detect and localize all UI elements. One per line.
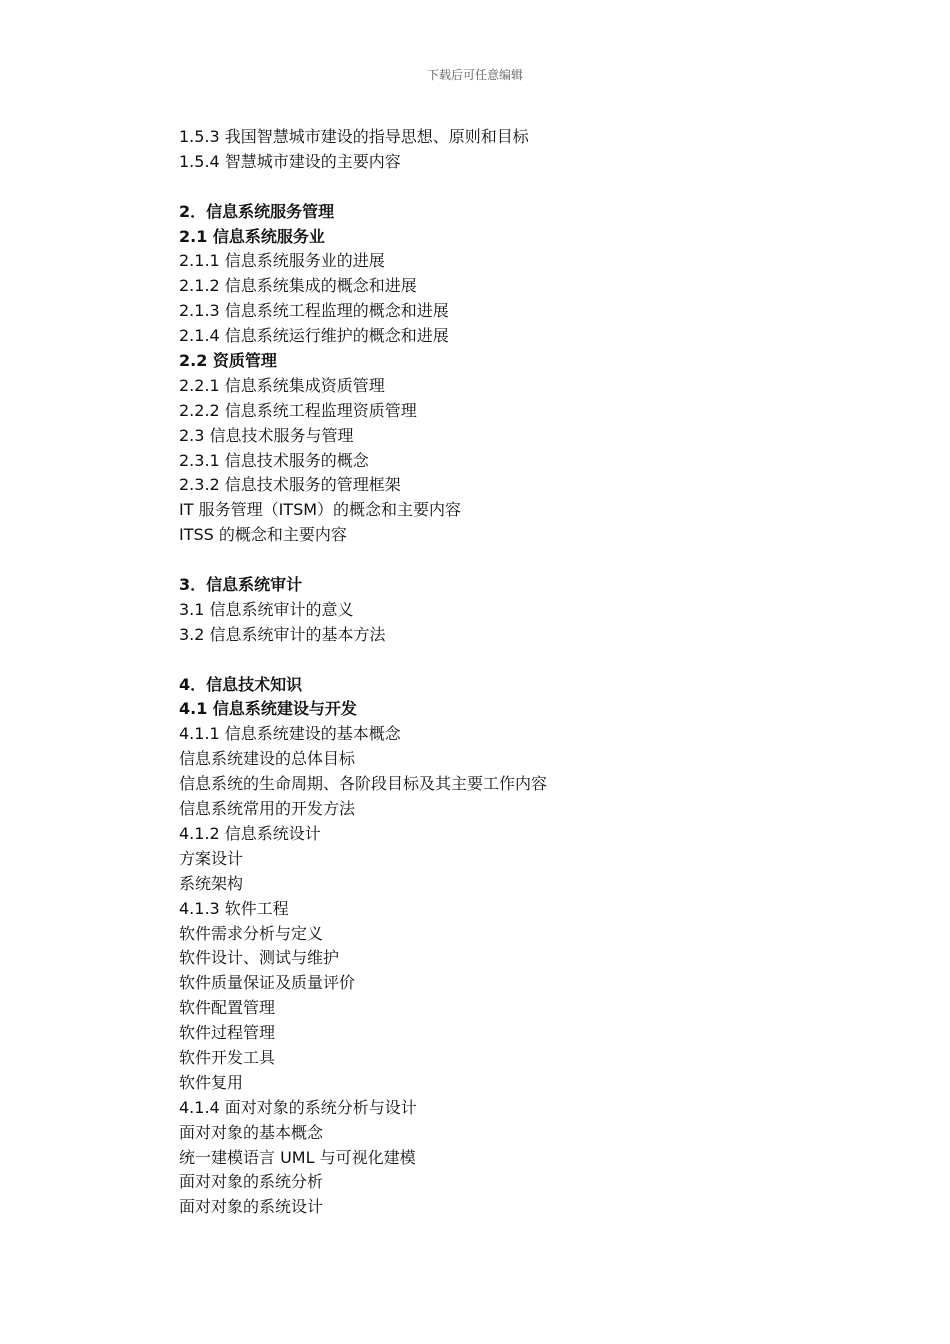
toc-item: 4.1.2 信息系统设计 [179,823,321,843]
toc-item: 2.3.1 信息技术服务的概念 [179,450,369,470]
toc-item: 面对对象的基本概念 [179,1122,324,1142]
section-heading: 4.1 信息系统建设与开发 [179,699,357,719]
blank-line [179,648,879,673]
toc-item: 3.2 信息系统审计的基本方法 [179,624,386,644]
section-heading: 2．信息系统服务管理 [179,201,335,221]
toc-item: 软件过程管理 [179,1023,276,1043]
blank-line [179,175,879,200]
section-heading: 3．信息系统审计 [179,575,303,595]
toc-item: IT 服务管理（ITSM）的概念和主要内容 [179,500,462,520]
toc-item: 2.1.2 信息系统集成的概念和进展 [179,276,417,296]
toc-item: 3.1 信息系统审计的意义 [179,599,354,619]
toc-item: 1.5.3 我国智慧城市建设的指导思想、原则和目标 [179,127,529,146]
section-heading: 4．信息技术知识 [179,674,303,694]
section-heading: 2.2 资质管理 [179,351,277,371]
toc-item: 4.1.1 信息系统建设的基本概念 [179,724,401,744]
toc-item: 软件质量保证及质量评价 [179,973,356,993]
toc-item: 软件开发工具 [179,1047,276,1067]
toc-item: 软件配置管理 [179,998,276,1018]
toc-item: 4.1.3 软件工程 [179,898,289,918]
toc-item: 面对对象的系统设计 [179,1197,324,1217]
toc-item: 面对对象的系统分析 [179,1172,324,1192]
blank-line [179,548,879,573]
section-heading: 2.1 信息系统服务业 [179,226,325,246]
page-header: 下载后可任意编辑 [426,68,523,82]
toc-item: 2.3 信息技术服务与管理 [179,425,354,445]
toc-item: 信息系统的生命周期、各阶段目标及其主要工作内容 [179,774,548,794]
toc-item: 1.5.4 智慧城市建设的主要内容 [179,151,401,171]
document-body [179,125,879,1220]
toc-item: 信息系统常用的开发方法 [179,799,356,819]
toc-item: 2.1.3 信息系统工程监理的概念和进展 [179,301,449,321]
toc-item: 软件复用 [179,1072,244,1092]
toc-item: 统一建模语言 UML 与可视化建模 [179,1147,416,1167]
toc-item: ITSS 的概念和主要内容 [179,525,347,545]
toc-item: 2.3.2 信息技术服务的管理框架 [179,475,401,495]
toc-item: 2.1.1 信息系统服务业的进展 [179,251,385,271]
toc-item: 4.1.4 面对对象的系统分析与设计 [179,1097,417,1117]
toc-item: 方案设计 [179,848,244,868]
toc-item: 2.2.1 信息系统集成资质管理 [179,375,385,395]
toc-item: 信息系统建设的总体目标 [179,749,356,769]
toc-item: 软件设计、测试与维护 [179,948,340,968]
toc-item: 2.1.4 信息系统运行维护的概念和进展 [179,326,449,346]
toc-item: 系统架构 [179,873,244,893]
toc-item: 软件需求分析与定义 [179,923,324,943]
toc-item: 2.2.2 信息系统工程监理资质管理 [179,400,417,420]
